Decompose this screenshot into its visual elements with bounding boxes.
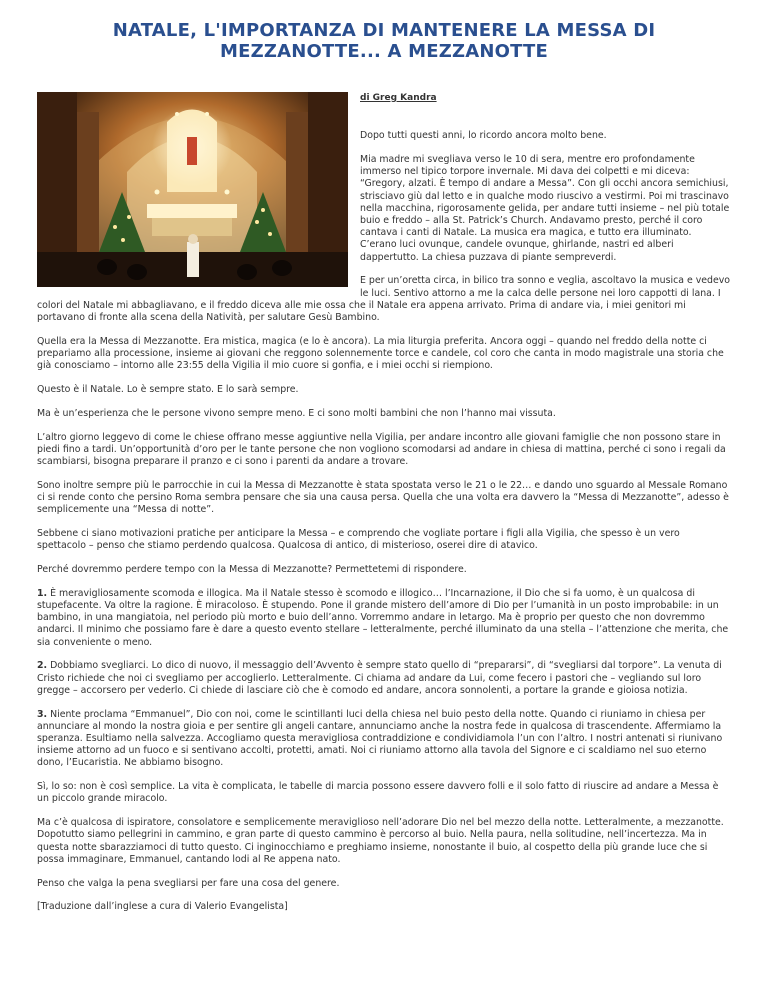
church-interior-photo: [37, 92, 348, 287]
point-number: 3.: [37, 708, 48, 720]
paragraph: Perché dovremmo perdere tempo con la Messa di Mezzanotte? Permettetemi di rispondere.: [37, 564, 467, 576]
translation-credit: [Traduzione dall’inglese a cura di Valerio Evangelista]: [37, 901, 288, 913]
point-text: Niente proclama “Emmanuel”, Dio con noi, come le scintillanti luci della chiesa nel buio pesto della notte. Quando ci riuniamo in chiesa per annunciare al mondo la nostra gioia e per sentire gli angeli cantare, annunciamo anche la nostra fede in qualcosa di trascendente. Affermiamo la speranza. Esultiamo nella salvezza. Accogliamo questa meravigliosa contraddizione e condividiamola l’un con l’altro. I nostri antenati si riunivano insieme attorno ad un fuoco e si sentivano accolti, protetti, amati. Noi ci riuniamo attorno alla tavola del Signore e ci scaldiamo nel suo eterno dono, l’Eucaristia. Ne abbiamo bisogno.: [37, 708, 723, 769]
point-number: 1.: [37, 587, 48, 599]
numbered-paragraph: [37, 588, 731, 649]
numbered-paragraph: [37, 660, 731, 697]
paragraph: Penso che valga la pena svegliarsi per fare una cosa del genere.: [37, 877, 340, 889]
paragraph: Mia madre mi svegliava verso le 10 di sera, mentre ero profondamente immerso nel tipico torpore invernale. Mi dava dei colpetti e mi diceva: “Gregory, alzati. È tempo di andare a Messa”. Con gli occhi ancora semichiusi, strisciavo giù dal letto e in qualche modo riuscivo a vestirmi. Poi mi trascinavo nella macchina, rigorosamente gelida, per andare tutti insieme – nel più totale buio e freddo – alla St. Patrick’s Church. Andavamo presto, perché il coro cantava i canti di Natale. La musica era magica, e tutto era illuminato. C’erano luci ovunque, candele ovunque, ghirlande, nastri ed alberi dappertutto. La chiesa puzzava di piante sempreverdi.: [360, 154, 730, 263]
church-interior-image: [37, 92, 348, 287]
article-title: NATALE, L'IMPORTANZA DI MANTENERE LA MESSA DI MEZZANOTTE... A MEZZANOTTE: [112, 20, 656, 62]
point-number: 2.: [37, 660, 48, 672]
paragraph: E per un’oretta circa, in bilico tra sonno e veglia, ascoltavo la musica e vedevo le luci. Sentivo attorno a me la calca delle persone nei loro cappotti di lana. I colori del Natale mi abbagliavano, e il freddo diceva alle mie ossa che il Natale era appena arrivato. Prima di andare via, i miei genitori mi portavano di fronte alla scena della Natività, per salutare Gesù Bambino.: [37, 275, 731, 324]
point-text: Dobbiamo svegliarci. Lo dico di nuovo, il messaggio dell’Avvento è sempre stato quello di “prepararsi”, di “svegliarsi dal torpore”. La venuta di Cristo richiede che noi ci svegliamo per accoglierlo. Letteralmente. Ci chiama ad andare da Lui, come fecero i pastori che – vegliando sul loro gregge – accorsero per vederlo. Ci chiede di lasciare ciò che è comodo ed andare, ancora sonnolenti, a portare la grande e gioiosa notizia.: [37, 660, 722, 696]
author-byline[interactable]: di Greg Kandra: [360, 93, 437, 103]
article-body: [37, 92, 731, 925]
paragraph: Ma è un’esperienza che le persone vivono sempre meno. E ci sono molti bambini che non l’hanno mai vissuta.: [37, 407, 556, 419]
paragraph: Ma c’è qualcosa di ispiratore, consolatore e semplicemente meraviglioso nell’adorare Dio nel bel mezzo della notte. Letteralmente, a mezzanotte. Dopotutto siamo pellegrini in cammino, e gran parte di questo cammino è percorso al buio. Nella paura, nella solitudine, nell’incertezza. Ma in questa notte sbarazziamoci di tutto questo. Ci inginocchiamo e preghiamo insieme, nonostante il buio, al cospetto della più grande luce che si possa immaginare, Emmanuel, cantando lodi al Re appena nato.: [37, 817, 724, 865]
paragraph: Dopo tutti questi anni, lo ricordo ancora molto bene.: [360, 130, 607, 142]
paragraph: Quella era la Messa di Mezzanotte. Era mistica, magica (e lo è ancora). La mia liturgia preferita. Ancora oggi – quando nel freddo della notte ci prepariamo alla processione, insieme ai giovani che reggono solennemente torce e candele, col coro che canta in modo magistrale una storia che già conosciamo – intorno alle 23:55 della Vigilia il mio cuore si gonfia, e i miei occhi si riempiono.: [37, 335, 724, 372]
paragraph: Sebbene ci siano motivazioni pratiche per anticipare la Messa – e comprendo che vogliate portare i figli alla Vigilia, che spesso è un vero spettacolo – penso che stiamo perdendo qualcosa. Qualcosa di antico, di misterioso, oserei dire di atavico.: [37, 528, 680, 552]
paragraph: Sì, lo so: non è così semplice. La vita è complicata, le tabelle di marcia possono essere davvero folli e il solo fatto di riuscire ad andare a Messa è un piccolo grande miracolo.: [37, 781, 719, 805]
paragraph: Sono inoltre sempre più le parrocchie in cui la Messa di Mezzanotte è stata spostata verso le 21 o le 22… e dando uno sguardo al Messale Romano ci si rende conto che persino Roma sembra pensare che sia una causa persa. Quella che una volta era davvero la “Messa di Mezzanotte”, adesso è semplicemente una “Messa di notte”.: [37, 479, 729, 516]
paragraph: L’altro giorno leggevo di come le chiese offrano messe aggiuntive nella Vigilia, per andare incontro alle giovani famiglie che non possono stare in piedi fino a tardi. Un’opportunità d’oro per le tante persone che non vogliono scomodarsi ad andare in chiesa di mattina, perché ci sono i regali da scambiarsi, bisogna preparare il pranzo e ci sono i parenti da andare a trovare.: [37, 431, 726, 468]
point-text: È meravigliosamente scomoda e illogica. Ma il Natale stesso è scomodo e illogico… l’Incarnazione, il Dio che si fa uomo, è un qualcosa di stupefacente. Va oltre la ragione. È miracoloso. È stupendo. Pone il grande mistero dell’amore di Dio per l’umanità in un posto improbabile: in un bambino, in una mangiatoia, nel periodo più morto e buio dell’anno. Vorremmo andare in letargo. Ma è proprio per questo che non dovremmo andarci. Il minimo che possiamo fare è dare a questo evento stellare – letteralmente, perché illuminato da una stella – l’attenzione che merita, che sia conveniente o meno.: [37, 587, 729, 648]
numbered-paragraph: [37, 709, 731, 770]
paragraph: Questo è il Natale. Lo è sempre stato. E lo sarà sempre.: [37, 384, 299, 396]
